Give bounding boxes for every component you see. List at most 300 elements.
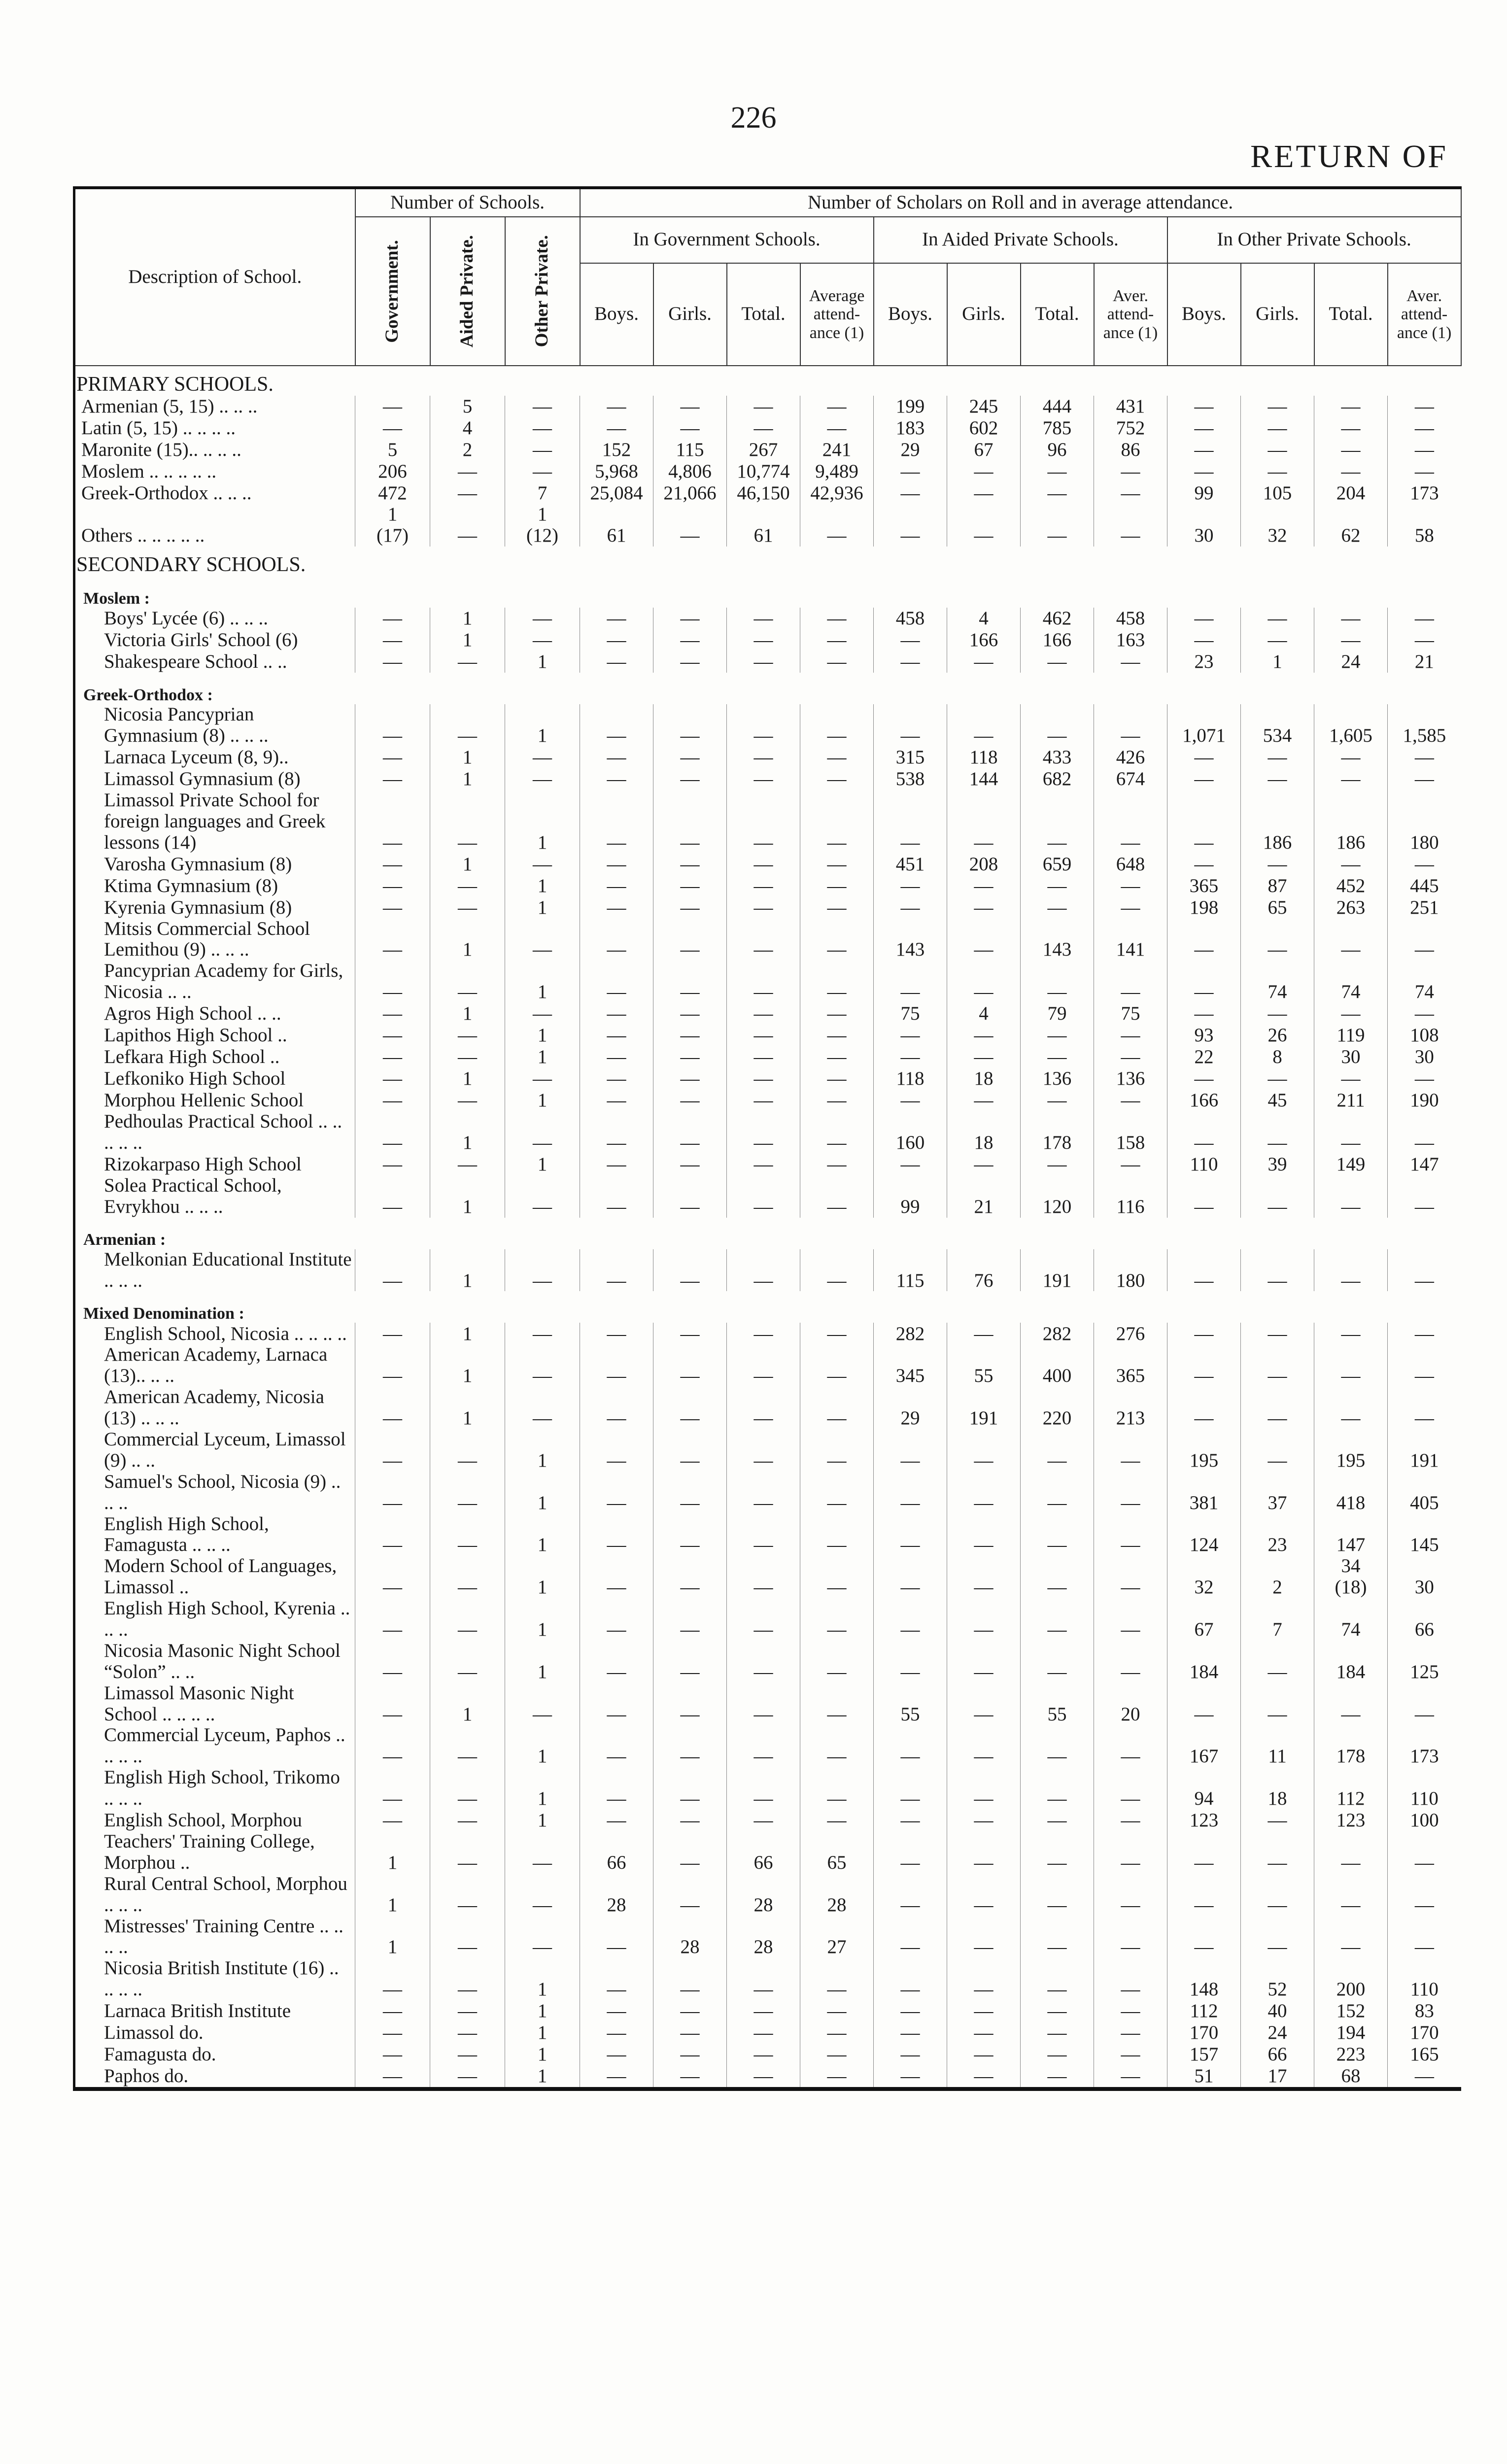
table-cell: 1 — [430, 1175, 505, 1218]
table-cell: — — [430, 1810, 505, 1831]
table-cell: — — [580, 2044, 653, 2065]
table-row — [74, 1068, 1461, 1090]
table-cell: 426 — [1094, 747, 1167, 768]
header-aided-boys: Boys. — [874, 263, 947, 366]
table-cell: 74 — [1314, 960, 1388, 1003]
table-cell: — — [653, 2044, 727, 2065]
table-row — [74, 1831, 1461, 1874]
table-cell: — — [1021, 1025, 1094, 1046]
table-cell: — — [653, 1090, 727, 1111]
table-cell: — — [430, 2000, 505, 2022]
table-cell: — — [1167, 1003, 1241, 1025]
table-cell: 170 — [1388, 2022, 1461, 2044]
table-cell: 86 — [1094, 439, 1167, 461]
table-row — [74, 919, 1461, 961]
table-cell: — — [1021, 1958, 1094, 2000]
header-number-of-scholars: Number of Scholars on Roll and in average attendance. — [580, 188, 1461, 217]
table-cell: 208 — [947, 854, 1021, 875]
table-cell: — — [1167, 1323, 1241, 1344]
table-cell: — — [580, 417, 653, 439]
table-cell: — — [800, 1175, 874, 1218]
table-cell: 1 (17) — [355, 504, 430, 547]
table-cell: — — [800, 1323, 874, 1344]
table-cell: — — [1241, 461, 1314, 482]
table-cell: — — [1021, 2065, 1094, 2089]
table-cell: 4 — [430, 417, 505, 439]
school-description: Melkonian Educational Institute .. .. .. — [104, 1248, 357, 1291]
table-cell: 30 — [1388, 1046, 1461, 1068]
table-cell: 115 — [653, 439, 727, 461]
table-cell: 1 — [505, 2065, 580, 2089]
table-cell: 405 — [1388, 1472, 1461, 1514]
table-cell: — — [1021, 897, 1094, 919]
table-cell: — — [580, 1323, 653, 1344]
table-cell: — — [1094, 1514, 1167, 1556]
table-cell: — — [430, 482, 505, 504]
table-cell: — — [1388, 1683, 1461, 1725]
table-cell: 46,150 — [727, 482, 800, 504]
table-cell: — — [800, 1249, 874, 1292]
table-cell: — — [1388, 417, 1461, 439]
table-cell: — — [727, 1725, 800, 1767]
table-cell: — — [653, 1068, 727, 1090]
table-cell: — — [874, 1874, 947, 1916]
table-cell: — — [430, 1025, 505, 1046]
table-cell: 65 — [800, 1831, 874, 1874]
table-cell: — — [1021, 1046, 1094, 1068]
table-cell: — — [355, 1025, 430, 1046]
table-cell: — — [800, 1767, 874, 1810]
table-cell: — — [947, 1090, 1021, 1111]
table-cell: — — [580, 629, 653, 651]
table-cell: — — [580, 1387, 653, 1429]
table-cell: — — [653, 1767, 727, 1810]
table-cell: — — [947, 1514, 1021, 1556]
table-cell: — — [653, 1598, 727, 1641]
table-cell: 24 — [1314, 651, 1388, 673]
table-cell: 66 — [580, 1831, 653, 1874]
table-cell: — — [800, 897, 874, 919]
school-description: Boys' Lycée (6) .. .. .. — [104, 608, 269, 629]
table-cell: 157 — [1167, 2044, 1241, 2065]
table-cell: — — [947, 504, 1021, 547]
table-cell: — — [874, 629, 947, 651]
table-cell: — — [727, 1344, 800, 1387]
table-cell: — — [505, 417, 580, 439]
table-cell: 223 — [1314, 2044, 1388, 2065]
table-cell: — — [653, 1556, 727, 1598]
table-cell: — — [580, 790, 653, 854]
header-other-girls: Girls. — [1241, 263, 1314, 366]
table-cell: — — [580, 2065, 653, 2089]
table-cell: — — [1388, 1387, 1461, 1429]
table-cell: — — [1094, 482, 1167, 504]
table-cell: 452 — [1314, 875, 1388, 897]
table-cell: — — [800, 2000, 874, 2022]
header-gov-girls: Girls. — [653, 263, 727, 366]
table-cell: — — [430, 875, 505, 897]
table-cell: 4 — [947, 1003, 1021, 1025]
table-cell: — — [727, 2044, 800, 2065]
table-cell: — — [653, 704, 727, 747]
table-cell: — — [653, 854, 727, 875]
table-row — [74, 1249, 1461, 1292]
table-cell: 1 — [430, 1249, 505, 1292]
table-cell: — — [800, 651, 874, 673]
table-cell: — — [355, 1003, 430, 1025]
table-cell: — — [1021, 960, 1094, 1003]
table-cell: 682 — [1021, 768, 1094, 790]
table-cell: 173 — [1388, 482, 1461, 504]
table-cell: — — [1094, 1154, 1167, 1175]
table-cell: 118 — [874, 1068, 947, 1090]
table-cell: — — [1314, 768, 1388, 790]
table-cell: — — [800, 1025, 874, 1046]
table-cell: 37 — [1241, 1472, 1314, 1514]
table-cell: — — [653, 608, 727, 629]
table-cell: — — [580, 1556, 653, 1598]
table-cell: — — [1094, 504, 1167, 547]
table-cell: — — [800, 1344, 874, 1387]
section-label: Moslem : — [83, 589, 150, 608]
table-cell: — — [653, 1111, 727, 1154]
table-cell: 21 — [1388, 651, 1461, 673]
table-cell: — — [580, 396, 653, 417]
table-cell: — — [727, 1387, 800, 1429]
header-description: Description of School. — [74, 188, 355, 366]
table-cell: — — [874, 1641, 947, 1683]
table-cell: — — [1167, 960, 1241, 1003]
table-cell: — — [727, 1767, 800, 1810]
table-cell: — — [580, 1111, 653, 1154]
table-cell: — — [800, 1725, 874, 1767]
table-cell: 74 — [1314, 1598, 1388, 1641]
table-cell: — — [430, 1598, 505, 1641]
table-cell: 99 — [1167, 482, 1241, 504]
table-cell: — — [1167, 1344, 1241, 1387]
table-cell: — — [1241, 1323, 1314, 1344]
table-cell: — — [580, 1003, 653, 1025]
table-cell: — — [947, 1154, 1021, 1175]
table-cell: — — [653, 629, 727, 651]
table-cell: 40 — [1241, 2000, 1314, 2022]
table-cell: — — [355, 396, 430, 417]
table-row — [74, 1154, 1461, 1175]
table-cell: — — [430, 1767, 505, 1810]
table-cell: — — [580, 854, 653, 875]
table-cell: — — [1167, 1111, 1241, 1154]
table-cell: 18 — [947, 1068, 1021, 1090]
table-cell: — — [874, 1025, 947, 1046]
header-aided-average-attendance: Aver. attend-ance (1) — [1094, 263, 1167, 366]
table-cell: — — [800, 960, 874, 1003]
table-cell: — — [653, 1154, 727, 1175]
table-cell: — — [1388, 1831, 1461, 1874]
table-cell: — — [727, 1641, 800, 1683]
table-cell: — — [1021, 790, 1094, 854]
table-cell: — — [1314, 747, 1388, 768]
table-cell: — — [355, 1472, 430, 1514]
table-cell: 602 — [947, 417, 1021, 439]
table-cell: — — [947, 704, 1021, 747]
school-description: American Academy, Nicosia (13) .. .. .. — [104, 1386, 329, 1429]
table-cell: — — [355, 2000, 430, 2022]
table-cell: 315 — [874, 747, 947, 768]
table-cell: — — [505, 1249, 580, 1292]
school-description: Morphou Hellenic School — [104, 1090, 304, 1111]
table-cell: 1 — [430, 1387, 505, 1429]
table-cell: — — [1021, 2022, 1094, 2044]
table-cell: 10,774 — [727, 461, 800, 482]
table-cell: 184 — [1167, 1641, 1241, 1683]
table-cell: — — [653, 1810, 727, 1831]
table-cell: — — [1241, 1810, 1314, 1831]
table-cell: 8 — [1241, 1046, 1314, 1068]
table-cell: 365 — [1167, 875, 1241, 897]
table-cell: 345 — [874, 1344, 947, 1387]
table-cell: — — [727, 608, 800, 629]
table-cell: — — [947, 1472, 1021, 1514]
table-cell: 186 — [1314, 790, 1388, 854]
table-cell: — — [430, 1916, 505, 1958]
table-cell: — — [800, 1556, 874, 1598]
table-cell: — — [947, 1810, 1021, 1831]
table-cell: — — [800, 1958, 874, 2000]
table-cell: — — [800, 790, 874, 854]
table-cell: 28 — [800, 1874, 874, 1916]
table-cell: — — [947, 1725, 1021, 1767]
table-cell: — — [727, 747, 800, 768]
table-cell: — — [1094, 1767, 1167, 1810]
table-cell: 66 — [1388, 1598, 1461, 1641]
table-cell: — — [874, 2022, 947, 2044]
table-cell: — — [947, 1046, 1021, 1068]
header-gov-total: Total. — [727, 263, 800, 366]
table-cell: — — [947, 1916, 1021, 1958]
table-cell: — — [355, 1154, 430, 1175]
table-cell: 55 — [947, 1344, 1021, 1387]
table-cell: — — [727, 1514, 800, 1556]
table-cell: — — [874, 1810, 947, 1831]
table-cell: — — [653, 1429, 727, 1472]
table-cell: — — [1021, 1810, 1094, 1831]
table-cell: — — [580, 1641, 653, 1683]
table-cell: — — [355, 854, 430, 875]
table-cell: 143 — [874, 919, 947, 961]
table-cell: — — [1314, 1249, 1388, 1292]
table-cell: — — [1241, 396, 1314, 417]
group-heading-row — [74, 1218, 1461, 1249]
table-cell: — — [653, 919, 727, 961]
table-cell: — — [1241, 747, 1314, 768]
school-description: Limassol Private School for foreign languages and Greek lessons (14) — [104, 789, 331, 853]
school-description: Limassol do. — [104, 2022, 204, 2044]
table-cell: 211 — [1314, 1090, 1388, 1111]
table-cell: — — [800, 854, 874, 875]
table-cell: 1 — [505, 1514, 580, 1556]
table-cell: 245 — [947, 396, 1021, 417]
table-cell: — — [580, 608, 653, 629]
table-cell: — — [580, 1472, 653, 1514]
table-cell: — — [355, 2065, 430, 2089]
table-cell: — — [727, 1090, 800, 1111]
table-cell: — — [653, 1472, 727, 1514]
table-cell: — — [580, 1344, 653, 1387]
table-cell: 194 — [1314, 2022, 1388, 2044]
table-cell: — — [505, 1344, 580, 1387]
table-cell: — — [1388, 919, 1461, 961]
table-cell: 100 — [1388, 1810, 1461, 1831]
school-description: Commercial Lyceum, Paphos .. .. .. .. — [104, 1724, 350, 1767]
school-description: Maronite (15).. .. .. .. — [81, 439, 241, 461]
table-cell: 21,066 — [653, 482, 727, 504]
table-cell: — — [355, 1249, 430, 1292]
table-cell: — — [653, 1025, 727, 1046]
header-other-boys: Boys. — [1167, 263, 1241, 366]
table-cell: — — [1167, 608, 1241, 629]
table-cell: — — [1094, 1556, 1167, 1598]
table-cell: — — [1094, 790, 1167, 854]
group-heading-row — [74, 1291, 1461, 1323]
table-cell: 96 — [1021, 439, 1094, 461]
table-cell: — — [1094, 651, 1167, 673]
table-cell: — — [430, 1874, 505, 1916]
table-cell: — — [430, 504, 505, 547]
table-cell: — — [1094, 1831, 1167, 1874]
table-cell: — — [800, 629, 874, 651]
table-cell: — — [430, 1556, 505, 1598]
table-cell: — — [580, 1154, 653, 1175]
table-cell: — — [580, 919, 653, 961]
table-cell: 1 — [505, 1958, 580, 2000]
table-cell: — — [1021, 1641, 1094, 1683]
table-cell: — — [947, 1958, 1021, 2000]
table-cell: — — [505, 1175, 580, 1218]
table-cell: 23 — [1241, 1514, 1314, 1556]
table-cell: 116 — [1094, 1175, 1167, 1218]
table-cell: 79 — [1021, 1003, 1094, 1025]
table-cell: — — [580, 1916, 653, 1958]
table-cell: 24 — [1241, 2022, 1314, 2044]
header-gov-average-attendance: Average attend-ance (1) — [800, 263, 874, 366]
table-cell: — — [874, 482, 947, 504]
table-cell: — — [874, 1090, 947, 1111]
table-row — [74, 790, 1461, 854]
table-row — [74, 1090, 1461, 1111]
table-cell: — — [727, 1472, 800, 1514]
table-cell: — — [1167, 461, 1241, 482]
table-cell: — — [800, 875, 874, 897]
table-cell: — — [1241, 1683, 1314, 1725]
table-cell: — — [430, 1725, 505, 1767]
table-cell: — — [727, 1323, 800, 1344]
table-cell: — — [355, 1556, 430, 1598]
table-cell: — — [1167, 1249, 1241, 1292]
table-cell: — — [653, 1046, 727, 1068]
school-description: Kyrenia Gymnasium (8) — [104, 896, 292, 918]
table-cell: — — [800, 1683, 874, 1725]
table-cell: — — [580, 2022, 653, 2044]
table-cell: — — [430, 1154, 505, 1175]
table-row — [74, 1598, 1461, 1641]
table-cell: — — [1167, 1387, 1241, 1429]
table-cell: — — [580, 1249, 653, 1292]
group-heading-row — [74, 673, 1461, 704]
table-cell: — — [430, 2065, 505, 2089]
table-cell: 136 — [1094, 1068, 1167, 1090]
table-cell: — — [1094, 1725, 1167, 1767]
table-cell: 365 — [1094, 1344, 1167, 1387]
table-cell: — — [800, 1046, 874, 1068]
header-in-other-private-schools: In Other Private Schools. — [1167, 217, 1461, 263]
table-cell: — — [727, 1429, 800, 1472]
table-cell: — — [947, 1556, 1021, 1598]
table-cell: 1 — [355, 1831, 430, 1874]
table-cell: 99 — [874, 1175, 947, 1218]
table-cell: — — [505, 1916, 580, 1958]
table-cell: 1 — [505, 897, 580, 919]
table-cell: 26 — [1241, 1025, 1314, 1046]
table-cell: 458 — [874, 608, 947, 629]
table-row — [74, 1025, 1461, 1046]
table-cell: — — [1167, 1175, 1241, 1218]
table-cell: 18 — [1241, 1767, 1314, 1810]
table-cell: 45 — [1241, 1090, 1314, 1111]
table-cell: — — [505, 1387, 580, 1429]
table-row — [74, 2044, 1461, 2065]
table-cell: — — [947, 2065, 1021, 2089]
table-cell: — — [1094, 2000, 1167, 2022]
table-cell: — — [727, 1003, 800, 1025]
table-cell: — — [580, 704, 653, 747]
table-cell: — — [355, 1344, 430, 1387]
school-description: Commercial Lyceum, Limassol (9) .. .. — [104, 1428, 351, 1471]
table-cell: 2 — [430, 439, 505, 461]
table-cell: 444 — [1021, 396, 1094, 417]
table-cell: 20 — [1094, 1683, 1167, 1725]
table-cell: — — [874, 1429, 947, 1472]
table-row — [74, 1323, 1461, 1344]
table-cell: — — [1314, 1874, 1388, 1916]
table-cell: — — [580, 1725, 653, 1767]
table-cell: — — [727, 2065, 800, 2089]
table-cell: — — [1241, 1175, 1314, 1218]
table-cell: 147 — [1314, 1514, 1388, 1556]
table-cell: 241 — [800, 439, 874, 461]
table-cell: — — [505, 1831, 580, 1874]
table-cell: 34 (18) — [1314, 1556, 1388, 1598]
table-cell: 105 — [1241, 482, 1314, 504]
table-row — [74, 768, 1461, 790]
table-cell: — — [947, 2000, 1021, 2022]
table-row — [74, 482, 1461, 504]
table-cell: — — [800, 1090, 874, 1111]
table-cell: — — [800, 2022, 874, 2044]
table-cell: 148 — [1167, 1958, 1241, 2000]
table-cell: — — [727, 396, 800, 417]
table-cell: — — [1314, 439, 1388, 461]
table-cell: — — [1314, 1003, 1388, 1025]
table-cell: — — [355, 1641, 430, 1683]
table-cell: — — [1094, 1472, 1167, 1514]
table-cell: — — [1167, 790, 1241, 854]
table-cell: 191 — [1021, 1249, 1094, 1292]
table-cell: 186 — [1241, 790, 1314, 854]
table-cell: 1 — [430, 1111, 505, 1154]
table-cell: — — [727, 1958, 800, 2000]
school-description: Larnaca British Institute — [104, 2000, 291, 2022]
table-cell: — — [430, 1472, 505, 1514]
